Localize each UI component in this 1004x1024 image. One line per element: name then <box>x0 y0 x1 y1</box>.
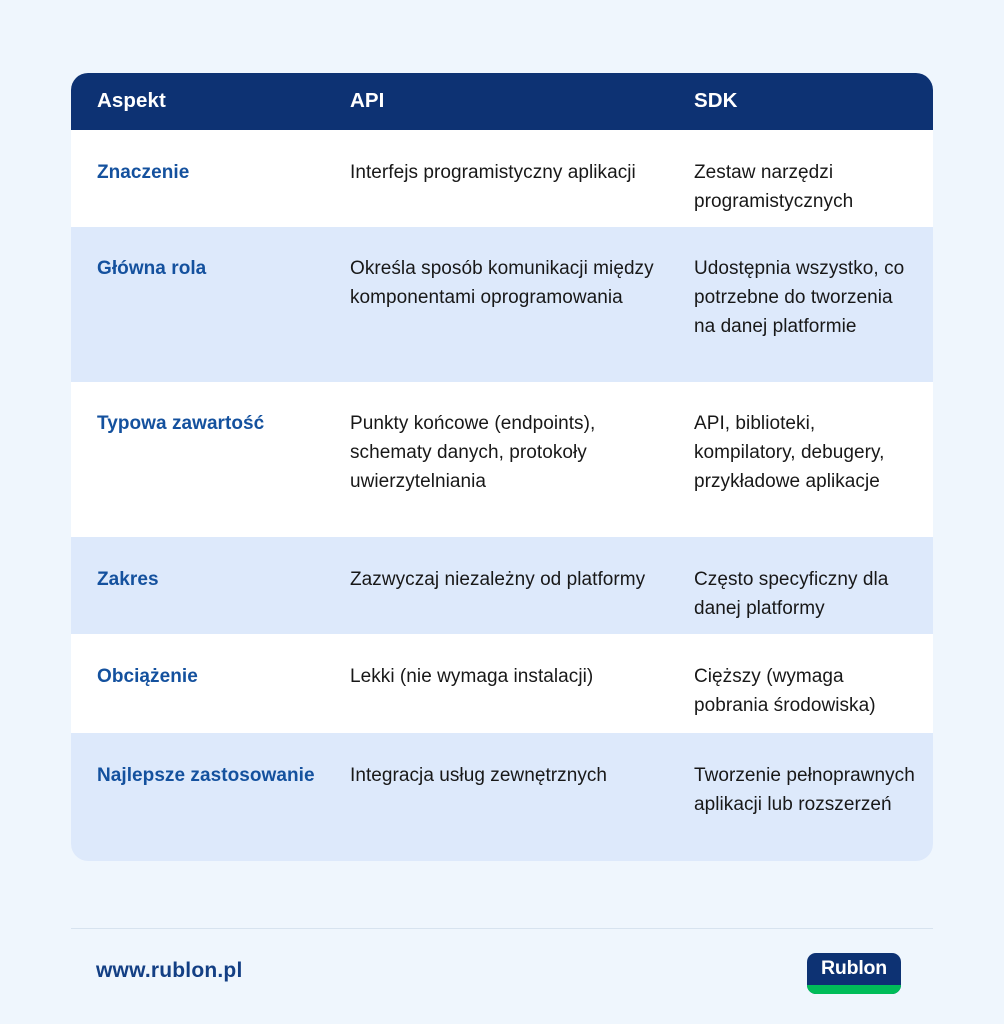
table-row <box>71 382 933 537</box>
row-value-api: Lekki (nie wymaga instalacji) <box>350 666 594 687</box>
row-value-sdk: Cięższy (wymaga pobrania środowiska) <box>694 666 876 716</box>
row-value-sdk: Udostępnia wszystko, co potrzebne do tworzenia na danej platformie <box>694 258 905 337</box>
row-label: Zakres <box>97 569 159 590</box>
row-value-sdk: Często specyficzny dla danej platformy <box>694 569 889 619</box>
row-value-sdk: Zestaw narzędzi programistycznych <box>694 162 854 212</box>
column-header-aspect: Aspekt <box>97 89 166 113</box>
table-row <box>71 537 933 634</box>
row-label: Obciążenie <box>97 666 198 687</box>
table-row <box>71 733 933 861</box>
rublon-logo <box>807 953 901 994</box>
column-header-sdk: SDK <box>694 89 738 113</box>
footer-divider <box>71 928 933 929</box>
comparison-table <box>71 73 933 861</box>
table-row <box>71 634 933 733</box>
row-value-api: Interfejs programistyczny aplikacji <box>350 162 636 183</box>
row-label: Najlepsze zastosowanie <box>97 765 315 786</box>
website-url[interactable]: www.rublon.pl <box>96 959 243 982</box>
rublon-logo-accent-bar <box>807 985 901 994</box>
table-row <box>71 130 933 227</box>
column-header-api: API <box>350 89 385 113</box>
table-row <box>71 227 933 382</box>
row-value-sdk: Tworzenie pełnoprawnych aplikacji lub rozszerzeń <box>694 765 915 815</box>
row-label: Znaczenie <box>97 162 190 183</box>
row-value-api: Zazwyczaj niezależny od platformy <box>350 569 646 590</box>
rublon-logo-text: Rublon <box>821 957 887 980</box>
row-value-api: Punkty końcowe (endpoints), schematy danych, protokoły uwierzytelniania <box>350 413 596 492</box>
row-label: Typowa zawartość <box>97 413 265 434</box>
row-value-api: Integracja usług zewnętrznych <box>350 765 608 786</box>
row-value-api: Określa sposób komunikacji między komponentami oprogramowania <box>350 258 654 308</box>
row-value-sdk: API, biblioteki, kompilatory, debugery, przykładowe aplikacje <box>694 413 885 492</box>
table-header-row <box>71 73 933 130</box>
row-label: Główna rola <box>97 258 207 279</box>
